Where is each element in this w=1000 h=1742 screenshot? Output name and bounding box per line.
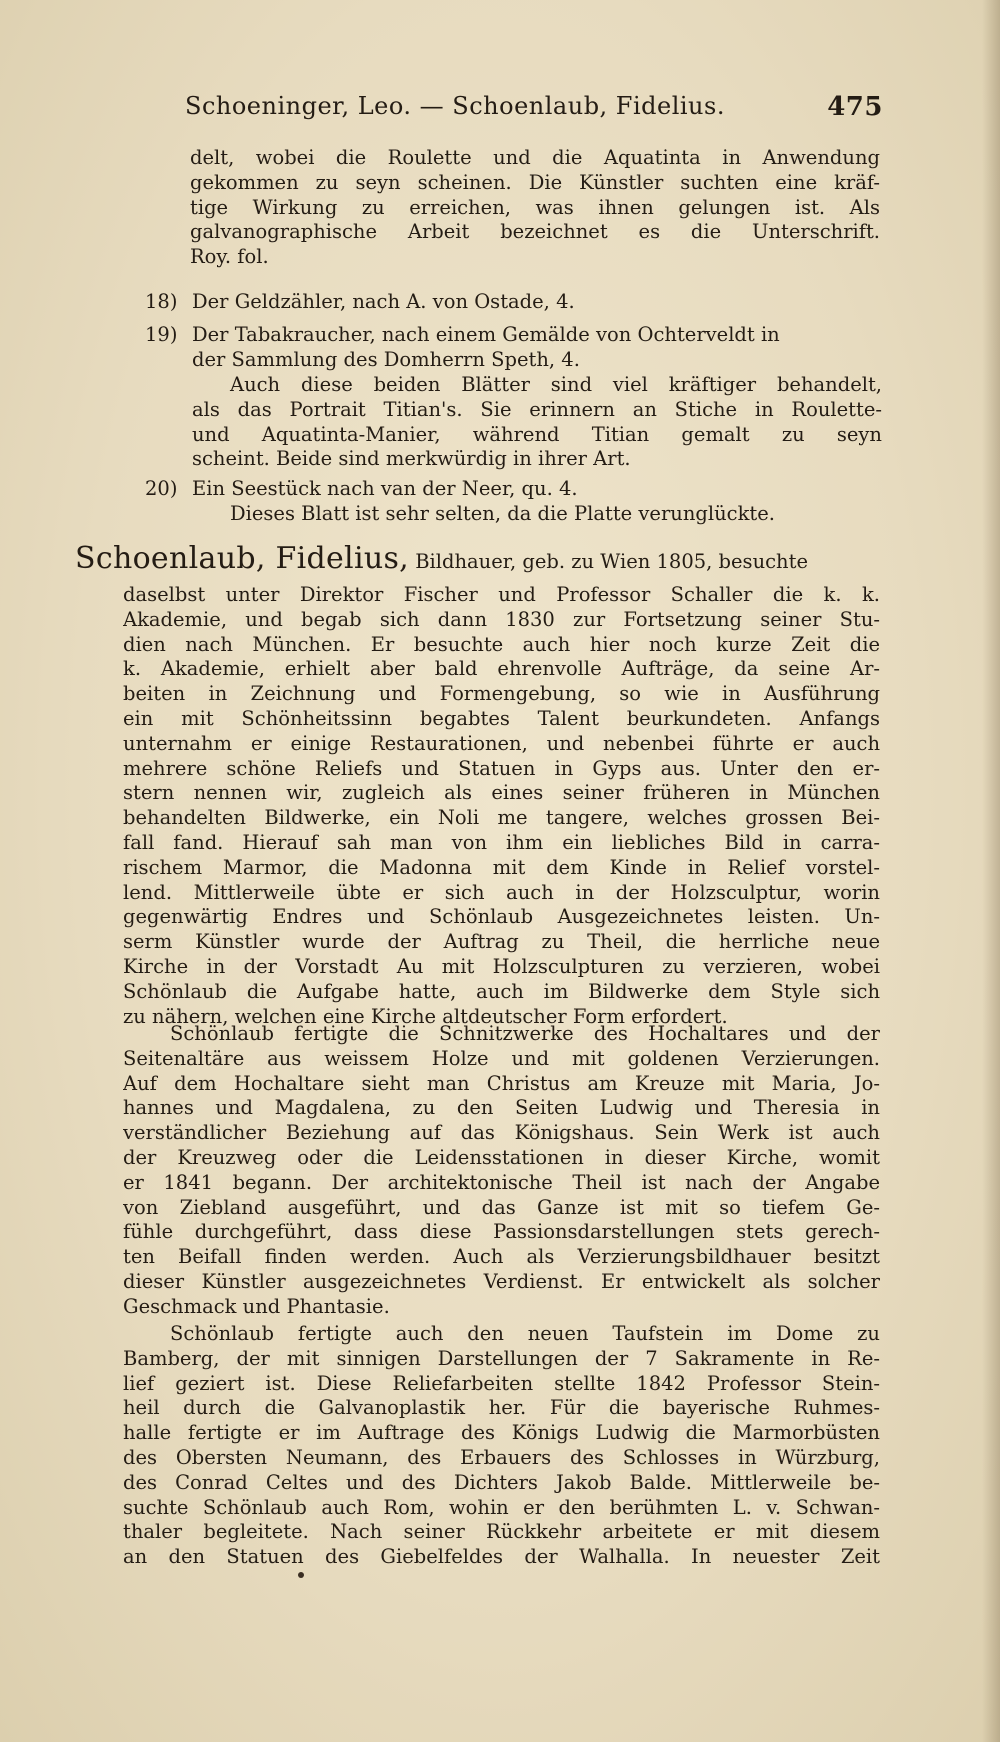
text-line: galvanographische Arbeit bezeichnet es die Unterschrift. — [190, 220, 880, 244]
text-line: dien nach München. Er besuchte auch hier noch kurze Zeit die — [123, 632, 880, 656]
text-line: heil durch die Galvanoplastik her. Für die bayerische Ruhmes- — [123, 1396, 880, 1420]
text-line: fall fand. Hierauf sah man von ihm ein liebliches Bild in carra- — [123, 830, 880, 854]
text-line: zu nähern, welchen eine Kirche altdeutscher Form erfordert. — [123, 1004, 728, 1028]
text-line: dieser Künstler ausgezeichnetes Verdienst. Er entwickelt als solcher — [123, 1269, 880, 1293]
ink-speck — [298, 1572, 304, 1578]
entry-title: Ein Seestück nach van der Neer, qu. 4. — [192, 477, 578, 500]
text-line: k. Akademie, erhielt aber bald ehrenvolle Aufträge, da seine Ar- — [123, 657, 880, 681]
text-line: Schönlaub fertigte auch den neuen Taufstein im Dome zu — [170, 1322, 880, 1345]
biography-first-line: Bildhauer, geb. zu Wien 1805, besuchte — [415, 550, 808, 573]
text-line: gegenwärtig Endres und Schönlaub Ausgezeichnetes leisten. Un- — [123, 905, 880, 929]
running-title: Schoeninger, Leo. — Schoenlaub, Fidelius. — [185, 92, 725, 120]
text-line: suchte Schönlaub auch Rom, wohin er den berühmten L. v. Schwan- — [123, 1495, 880, 1519]
catalog-entry-18 — [145, 290, 880, 315]
paragraph-altars — [123, 1022, 880, 1320]
entry-title-continued: der Sammlung des Domherrn Speth, 4. — [192, 347, 580, 371]
text-line: thaler begleitete. Nach seiner Rückkehr arbeitete er mit diesem — [123, 1520, 880, 1544]
text-line: des Obersten Neumann, des Erbauers des Schlosses in Würzburg, — [123, 1445, 880, 1469]
text-line: Schönlaub die Aufgabe hatte, auch im Bildwerke dem Style sich — [123, 979, 880, 1003]
text-line: hannes und Magdalena, zu den Seiten Ludwig und Theresia in — [123, 1096, 880, 1120]
text-line: beiten in Zeichnung und Formengebung, so wie in Ausführung — [123, 682, 880, 706]
continuation-paragraph — [190, 146, 880, 270]
text-line: mehrere schöne Reliefs und Statuen in Gyps aus. Unter den er- — [123, 756, 880, 780]
entry-number: 18) — [145, 290, 178, 313]
entry-20-note — [230, 502, 880, 527]
entry-title: Der Tabakraucher, nach einem Gemälde von Ochterveldt in — [192, 323, 780, 346]
text-line: gekommen zu seyn scheinen. Die Künstler suchten eine kräf- — [190, 170, 880, 194]
text-line: rischem Marmor, die Madonna mit dem Kinde in Relief vorstel- — [123, 855, 880, 879]
note-line: und Aquatinta-Manier, während Titian gemalt zu seyn — [192, 422, 882, 446]
entry-title: Der Geldzähler, nach A. von Ostade, 4. — [192, 290, 575, 313]
text-line: ten Beifall finden werden. Auch als Verzierungsbildhauer besitzt — [123, 1245, 880, 1269]
text-line: er 1841 begann. Der architektonische Theil ist nach der Angabe — [123, 1170, 880, 1194]
page-edge-shadow — [982, 0, 1000, 1742]
note-line: als das Portrait Titian's. Sie erinnern an Stiche in Roulette- — [192, 397, 882, 421]
text-line: Bamberg, der mit sinnigen Darstellungen der 7 Sakramente in Re- — [123, 1346, 880, 1370]
text-line: verständlicher Beziehung auf das Königshaus. Sein Werk ist auch — [123, 1121, 880, 1145]
text-line: fühle durchgeführt, dass diese Passionsdarstellungen stets gerech- — [123, 1220, 880, 1244]
biography-entry — [75, 541, 880, 1029]
text-line: des Conrad Celtes und des Dichters Jakob Balde. Mittlerweile be- — [123, 1470, 880, 1494]
paragraph-taufstein — [123, 1322, 880, 1570]
page-number: 475 — [827, 92, 883, 122]
text-line: an den Statuen des Giebelfeldes der Walhalla. In neuester Zeit — [123, 1545, 880, 1569]
entry-number: 20) — [145, 477, 178, 500]
note-line: Auch diese beiden Blätter sind viel kräftiger behandelt, — [230, 373, 882, 396]
text-line: Kirche in der Vorstadt Au mit Holzsculpturen zu verzieren, wobei — [123, 954, 880, 978]
text-line: halle fertigte er im Auftrage des Königs Ludwig die Marmorbüsten — [123, 1421, 880, 1445]
text-line: Seitenaltäre aus weissem Holze und mit goldenen Verzierungen. — [123, 1046, 880, 1070]
text-line: behandelten Bildwerke, ein Noli me tangere, welches grossen Bei- — [123, 806, 880, 830]
entry-19-note — [192, 373, 882, 472]
biography-headline — [75, 541, 880, 583]
text-line: Schönlaub fertigte die Schnitzwerke des Hochaltares und der — [170, 1022, 880, 1045]
text-line: von Ziebland ausgeführt, und das Ganze ist mit so tiefem Ge- — [123, 1195, 880, 1219]
page-header — [185, 92, 883, 132]
text-line: lief geziert ist. Diese Reliefarbeiten stellte 1842 Professor Stein- — [123, 1371, 880, 1395]
note-line: Dieses Blatt ist sehr selten, da die Platte verunglückte. — [230, 502, 775, 525]
artist-name: Schoenlaub, Fidelius, — [75, 541, 409, 576]
catalog-entry-19 — [145, 323, 880, 373]
text-line: unternahm er einige Restaurationen, und nebenbei führte er auch — [123, 731, 880, 755]
text-line: der Kreuzweg oder die Leidensstationen in dieser Kirche, womit — [123, 1145, 880, 1169]
text-line: Auf dem Hochaltare sieht man Christus am Kreuze mit Maria, Jo- — [123, 1071, 880, 1095]
text-line: daselbst unter Direktor Fischer und Professor Schaller die k. k. — [123, 583, 880, 606]
text-line: stern nennen wir, zugleich als eines seiner früheren in München — [123, 781, 880, 805]
text-line: Geschmack und Phantasie. — [123, 1294, 390, 1318]
text-line: serm Künstler wurde der Auftrag zu Theil, die herrliche neue — [123, 930, 880, 954]
text-line: ein mit Schönheitssinn begabtes Talent beurkundeten. Anfangs — [123, 706, 880, 730]
catalog-entry-20 — [145, 477, 880, 502]
text-line: lend. Mittlerweile übte er sich auch in der Holzsculptur, worin — [123, 880, 880, 904]
text-line: Akademie, und begab sich dann 1830 zur Fortsetzung seiner Stu- — [123, 607, 880, 631]
text-line: delt, wobei die Roulette und die Aquatinta in Anwendung — [190, 146, 880, 169]
text-line: tige Wirkung zu erreichen, was ihnen gelungen ist. Als — [190, 195, 880, 219]
entry-number: 19) — [145, 323, 178, 346]
text-line: Roy. fol. — [190, 245, 269, 269]
note-line: scheint. Beide sind merkwürdig in ihrer Art. — [192, 447, 631, 471]
